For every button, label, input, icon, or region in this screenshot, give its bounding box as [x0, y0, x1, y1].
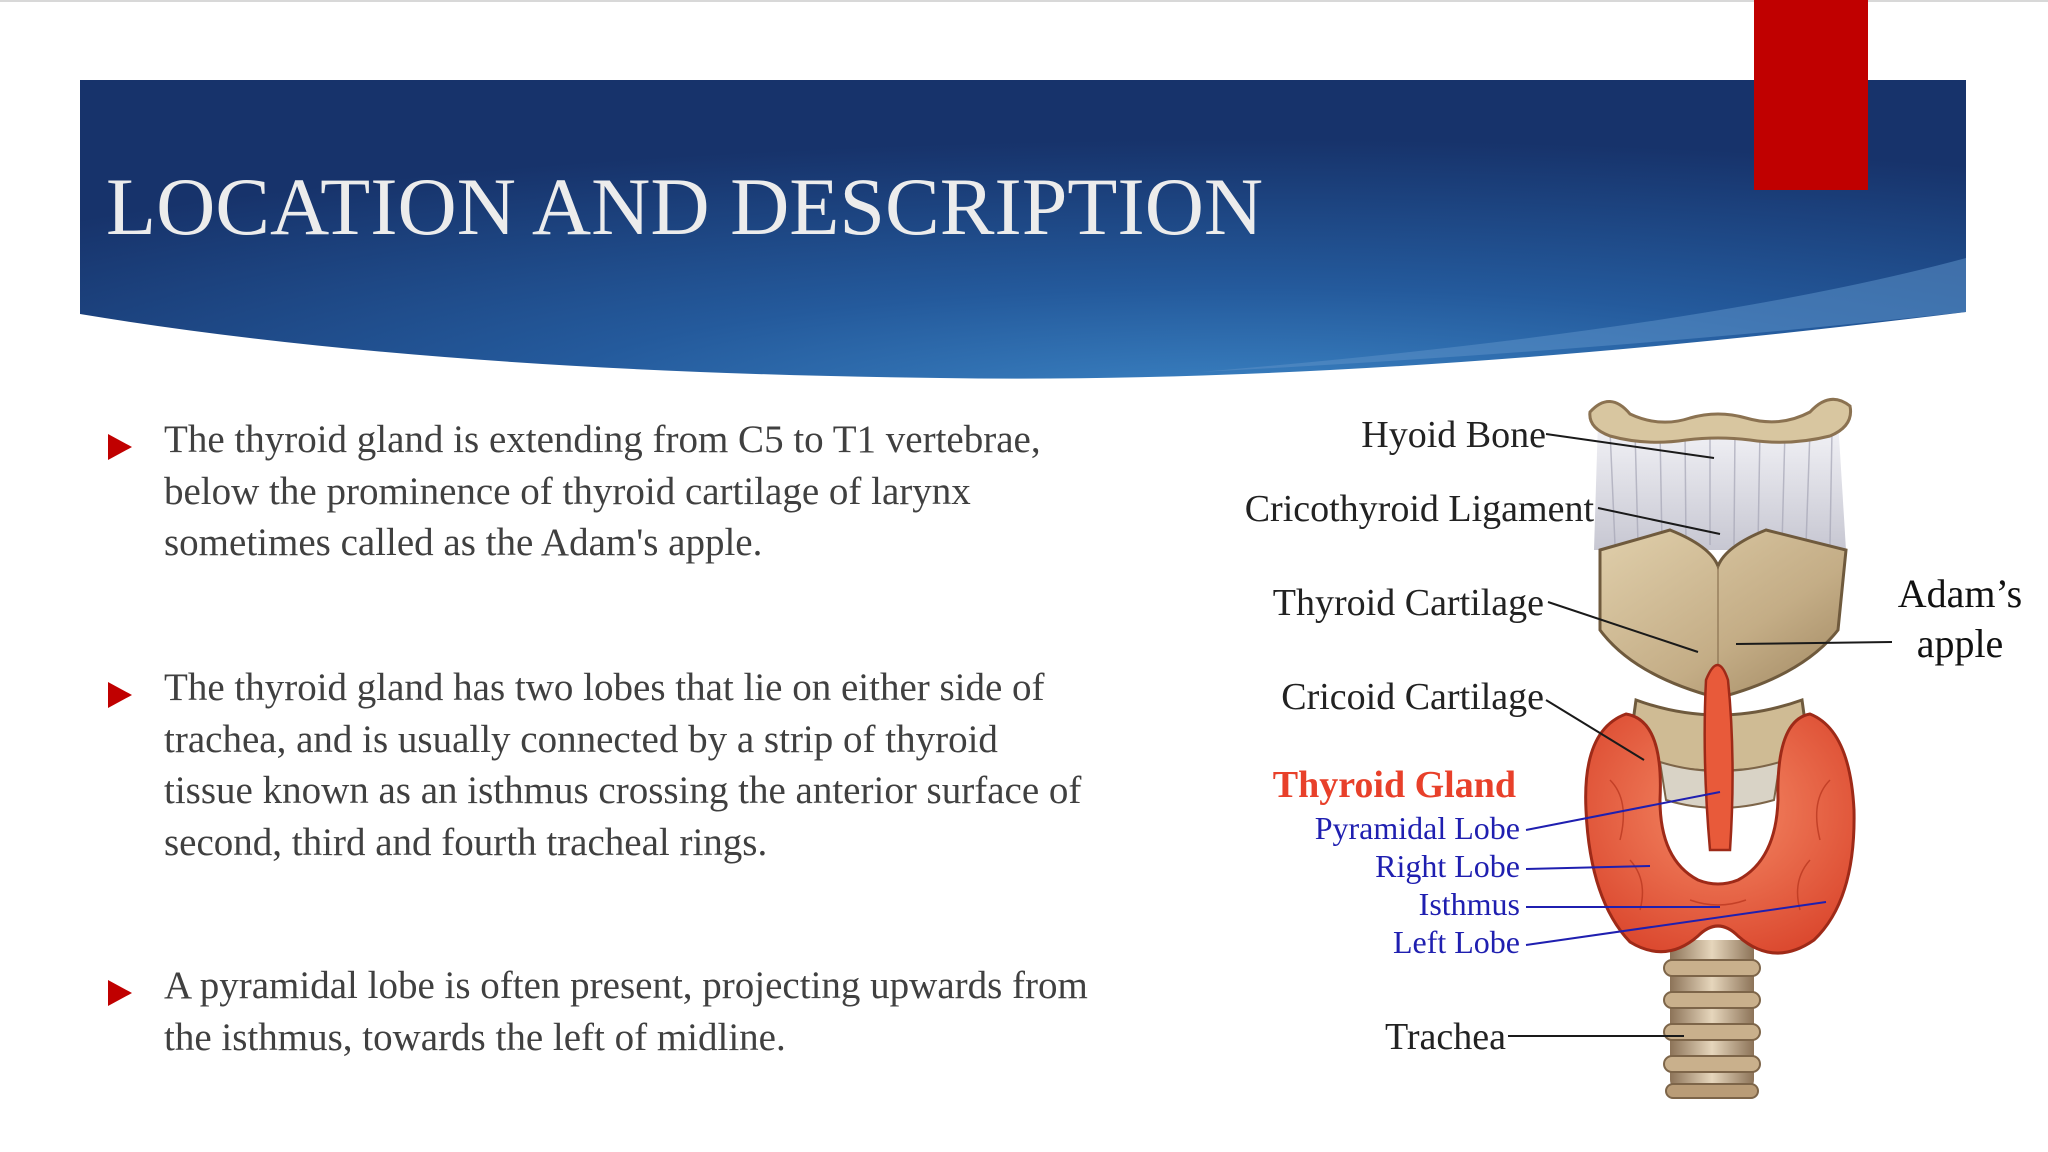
label-thyroid-gland: Thyroid Gland: [1272, 764, 1516, 806]
thyroid-anatomy-diagram: [1190, 380, 2048, 1110]
label-cricoid-cartilage: Cricoid Cartilage: [1281, 676, 1544, 718]
bullet-line: The thyroid gland is extending from C5 to T1 vertebrae,: [164, 418, 1041, 461]
slide-title: LOCATION AND DESCRIPTION: [106, 161, 1264, 252]
bullet-line: second, third and fourth tracheal rings.: [164, 820, 768, 864]
bullet-line: the isthmus, towards the left of midline.: [164, 1015, 786, 1059]
thyroid-gland-illustration: [1586, 665, 1854, 953]
label-isthmus: Isthmus: [1418, 886, 1520, 922]
bullet-line: below the prominence of thyroid cartilage of larynx: [164, 469, 971, 513]
label-trachea: Trachea: [1385, 1016, 1506, 1058]
bullet-line: sometimes called as the Adam's apple.: [164, 521, 763, 564]
red-triangle-bullet-icon: [108, 682, 132, 708]
red-triangle-bullet-icon: [108, 434, 132, 460]
trachea-illustration: [1664, 940, 1760, 1098]
bullet-line: A pyramidal lobe is often present, projecting upwards from: [164, 964, 1088, 1007]
label-adams-apple-line2: apple: [1916, 621, 2004, 666]
label-right-lobe: Right Lobe: [1375, 848, 1520, 884]
bullet-line: tissue known as an isthmus crossing the anterior surface of: [164, 769, 1082, 812]
accent-tab: [1754, 0, 1868, 190]
hyoid-bone-illustration: [1590, 399, 1851, 442]
red-triangle-bullet-icon: [108, 980, 132, 1006]
label-cricothyroid-ligament: Cricothyroid Ligament: [1244, 488, 1594, 530]
bullet-line: trachea, and is usually connected by a strip of thyroid: [164, 717, 998, 761]
bullet-text: [164, 960, 1204, 1063]
label-pyramidal-lobe: Pyramidal Lobe: [1314, 810, 1520, 846]
bullet-line: The thyroid gland has two lobes that lie on either side of: [164, 666, 1045, 709]
label-hyoid-bone: Hyoid Bone: [1361, 414, 1546, 456]
label-left-lobe: Left Lobe: [1392, 924, 1520, 960]
label-adams-apple-line1: Adam’s: [1897, 571, 2023, 616]
bullet-text: [164, 662, 1204, 868]
label-thyroid-cartilage: Thyroid Cartilage: [1272, 582, 1544, 624]
bullet-text: [164, 414, 1204, 569]
